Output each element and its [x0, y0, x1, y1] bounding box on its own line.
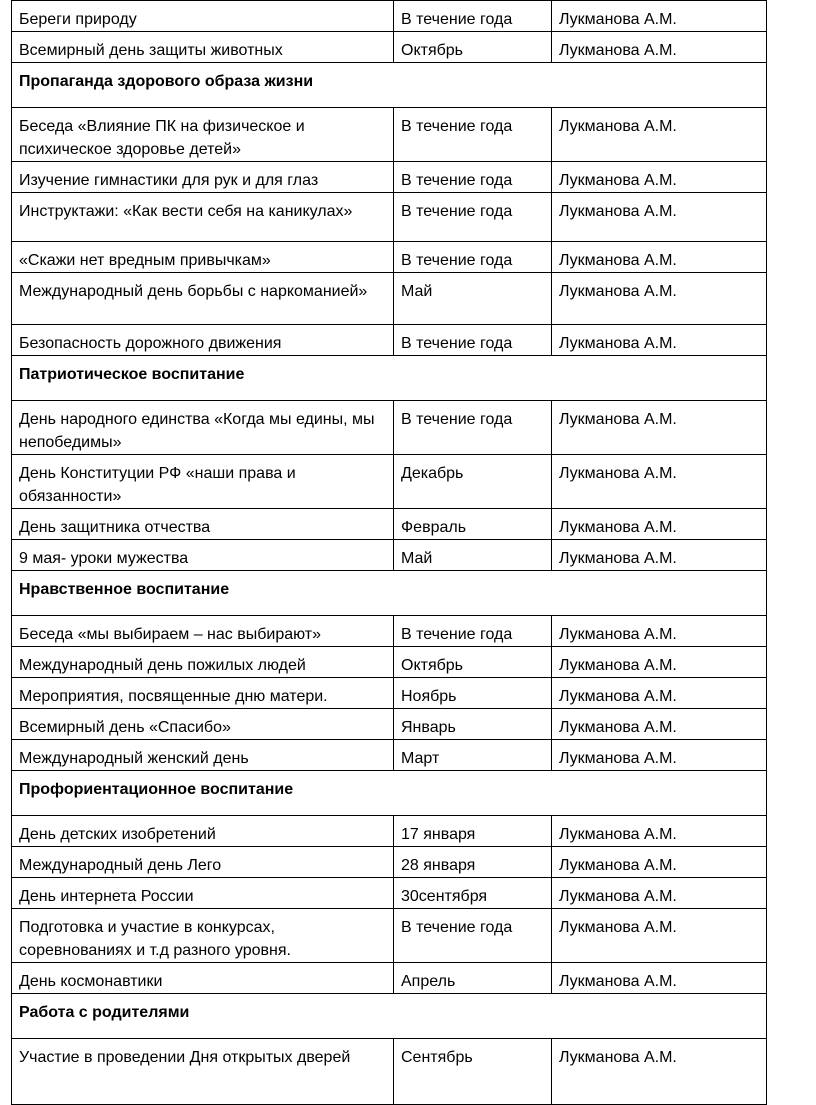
date-cell: Ноябрь — [394, 678, 552, 709]
event-cell: Безопасность дорожного движения — [12, 325, 394, 356]
date-cell: Май — [394, 540, 552, 571]
event-cell: Беседа «мы выбираем – нас выбирают» — [12, 616, 394, 647]
responsible-cell: Лукманова А.М. — [552, 162, 767, 193]
event-cell: Береги природу — [12, 1, 394, 32]
responsible-cell: Лукманова А.М. — [552, 678, 767, 709]
table-row — [12, 740, 767, 771]
responsible-cell: Лукманова А.М. — [552, 325, 767, 356]
date-cell: 17 января — [394, 816, 552, 847]
date-cell: Октябрь — [394, 647, 552, 678]
event-cell: Международный день борьбы с наркоманией» — [12, 273, 394, 325]
table-row — [12, 193, 767, 242]
table-row — [12, 509, 767, 540]
date-cell: В течение года — [394, 325, 552, 356]
responsible-cell: Лукманова А.М. — [552, 1039, 767, 1105]
table-row — [12, 108, 767, 162]
event-cell: Инструктажи: «Как вести себя на каникулах» — [12, 193, 394, 242]
responsible-cell: Лукманова А.М. — [552, 108, 767, 162]
responsible-cell: Лукманова А.М. — [552, 540, 767, 571]
date-cell: Январь — [394, 709, 552, 740]
event-cell: День интернета России — [12, 878, 394, 909]
date-cell: Сентябрь — [394, 1039, 552, 1105]
event-cell: Беседа «Влияние ПК на физическое и психическое здоровье детей» — [12, 108, 394, 162]
event-cell: Всемирный день защиты животных — [12, 32, 394, 63]
event-cell: Международный женский день — [12, 740, 394, 771]
section-title: Пропаганда здорового образа жизни — [12, 63, 767, 108]
table-row — [12, 647, 767, 678]
date-cell: В течение года — [394, 401, 552, 455]
table-row — [12, 32, 767, 63]
section-header-row — [12, 771, 767, 816]
section-header-row — [12, 571, 767, 616]
responsible-cell: Лукманова А.М. — [552, 709, 767, 740]
event-cell: Изучение гимнастики для рук и для глаз — [12, 162, 394, 193]
event-cell: «Скажи нет вредным привычкам» — [12, 242, 394, 273]
table-row — [12, 847, 767, 878]
event-cell: День Конституции РФ «наши права и обязанности» — [12, 455, 394, 509]
event-plan-table — [11, 0, 767, 1105]
section-header-row — [12, 356, 767, 401]
table-row — [12, 540, 767, 571]
table-row — [12, 1039, 767, 1105]
responsible-cell: Лукманова А.М. — [552, 1, 767, 32]
responsible-cell: Лукманова А.М. — [552, 616, 767, 647]
responsible-cell: Лукманова А.М. — [552, 816, 767, 847]
responsible-cell: Лукманова А.М. — [552, 847, 767, 878]
table-row — [12, 709, 767, 740]
section-title: Профориентационное воспитание — [12, 771, 767, 816]
date-cell: В течение года — [394, 616, 552, 647]
table-row — [12, 909, 767, 963]
event-cell: Международный день пожилых людей — [12, 647, 394, 678]
responsible-cell: Лукманова А.М. — [552, 401, 767, 455]
responsible-cell: Лукманова А.М. — [552, 647, 767, 678]
event-cell: День защитника отчества — [12, 509, 394, 540]
table-row — [12, 325, 767, 356]
table-row — [12, 678, 767, 709]
responsible-cell: Лукманова А.М. — [552, 909, 767, 963]
table-row — [12, 273, 767, 325]
date-cell: Апрель — [394, 963, 552, 994]
date-cell: Декабрь — [394, 455, 552, 509]
section-header-row — [12, 994, 767, 1039]
date-cell: Февраль — [394, 509, 552, 540]
date-cell: В течение года — [394, 242, 552, 273]
section-title: Нравственное воспитание — [12, 571, 767, 616]
table-row — [12, 401, 767, 455]
date-cell: В течение года — [394, 162, 552, 193]
section-header-row — [12, 63, 767, 108]
date-cell: Октябрь — [394, 32, 552, 63]
event-cell: 9 мая- уроки мужества — [12, 540, 394, 571]
responsible-cell: Лукманова А.М. — [552, 740, 767, 771]
date-cell: В течение года — [394, 108, 552, 162]
responsible-cell: Лукманова А.М. — [552, 455, 767, 509]
table-row — [12, 963, 767, 994]
event-cell: День космонавтики — [12, 963, 394, 994]
section-title: Патриотическое воспитание — [12, 356, 767, 401]
table-row — [12, 878, 767, 909]
responsible-cell: Лукманова А.М. — [552, 509, 767, 540]
date-cell: Май — [394, 273, 552, 325]
table-row — [12, 1, 767, 32]
responsible-cell: Лукманова А.М. — [552, 32, 767, 63]
date-cell: В течение года — [394, 1, 552, 32]
event-cell: День детских изобретений — [12, 816, 394, 847]
date-cell: В течение года — [394, 193, 552, 242]
section-title: Работа с родителями — [12, 994, 767, 1039]
table-row — [12, 816, 767, 847]
date-cell: Март — [394, 740, 552, 771]
event-cell: Международный день Лего — [12, 847, 394, 878]
responsible-cell: Лукманова А.М. — [552, 878, 767, 909]
event-cell: Мероприятия, посвященные дню матери. — [12, 678, 394, 709]
responsible-cell: Лукманова А.М. — [552, 273, 767, 325]
event-cell: Подготовка и участие в конкурсах, соревнованиях и т.д разного уровня. — [12, 909, 394, 963]
table-row — [12, 162, 767, 193]
date-cell: 28 января — [394, 847, 552, 878]
table-row — [12, 242, 767, 273]
responsible-cell: Лукманова А.М. — [552, 963, 767, 994]
date-cell: 30сентября — [394, 878, 552, 909]
table-row — [12, 616, 767, 647]
table-row — [12, 455, 767, 509]
responsible-cell: Лукманова А.М. — [552, 242, 767, 273]
responsible-cell: Лукманова А.М. — [552, 193, 767, 242]
event-cell: День народного единства «Когда мы едины, мы непобедимы» — [12, 401, 394, 455]
date-cell: В течение года — [394, 909, 552, 963]
event-cell: Участие в проведении Дня открытых дверей — [12, 1039, 394, 1105]
event-plan-body — [12, 1, 767, 1105]
event-cell: Всемирный день «Спасибо» — [12, 709, 394, 740]
